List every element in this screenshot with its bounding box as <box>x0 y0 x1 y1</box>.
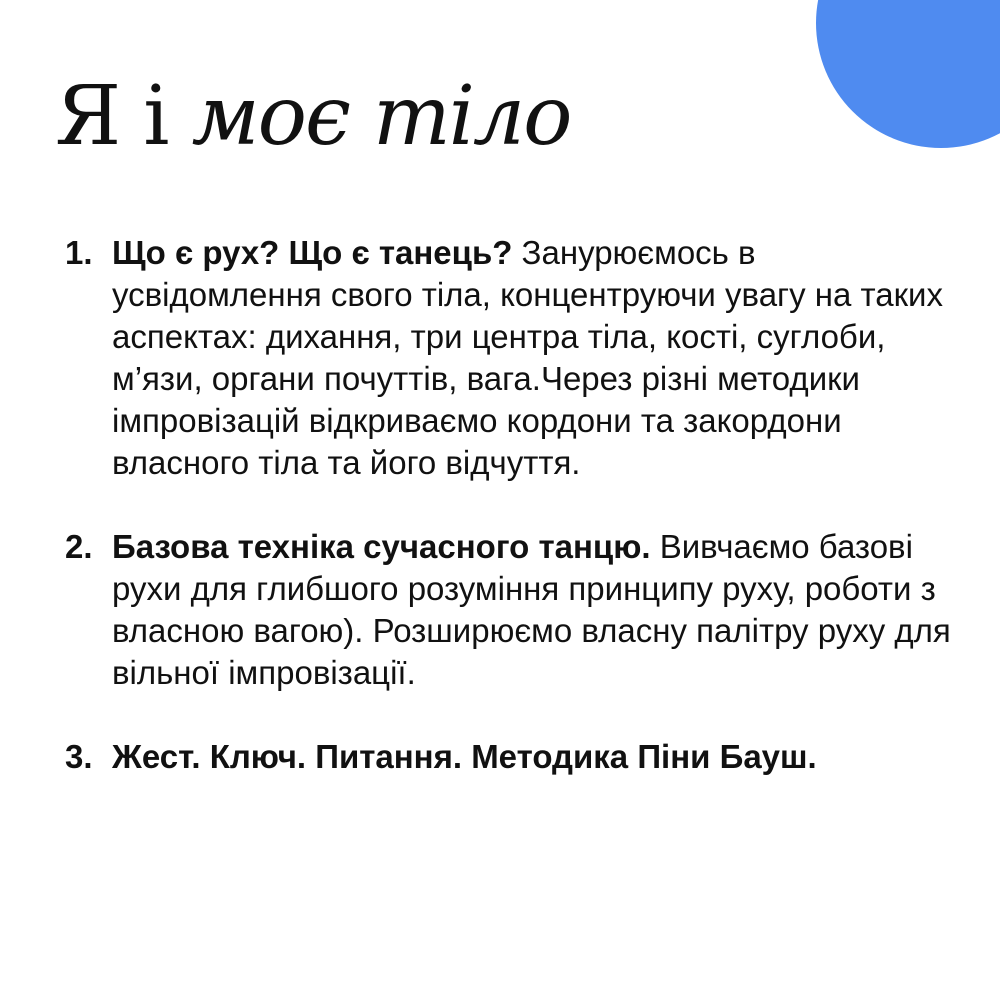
list-item <box>65 526 955 694</box>
title-regular: Я і <box>55 69 168 164</box>
item-heading: Що є рух? Що є танець? <box>112 234 513 271</box>
item-heading: Жест. Ключ. Питання. Методика Піни Бауш. <box>112 738 817 775</box>
title-italic: моє тіло <box>191 69 571 164</box>
program-list <box>65 232 955 778</box>
item-description: Занурюємось в усвідомлення свого тіла, концентруючи увагу на таких аспектах: дихання, три центра тіла, кості, суглоби, м’язи, органи почуттів, вага.Через різні методики імпровізацій відкриваємо кордони та закордони власного тіла та його відчуття. <box>112 234 943 481</box>
item-description: Вивчаємо базові рухи для глибшого розуміння принципу руху, роботи з власною вагою). Розширюємо власну палітру руху для вільної імпровізації. <box>112 528 951 691</box>
item-text <box>112 526 955 694</box>
item-number: 3. <box>65 738 93 775</box>
item-heading: Базова техніка сучасного танцю. <box>112 528 651 565</box>
list-item <box>65 232 955 484</box>
decorative-blue-circle <box>816 0 1000 148</box>
item-text <box>112 736 955 778</box>
item-text <box>112 232 955 484</box>
item-number: 1. <box>65 234 93 271</box>
item-number: 2. <box>65 528 93 565</box>
list-item <box>65 736 955 778</box>
page-title <box>55 70 571 164</box>
